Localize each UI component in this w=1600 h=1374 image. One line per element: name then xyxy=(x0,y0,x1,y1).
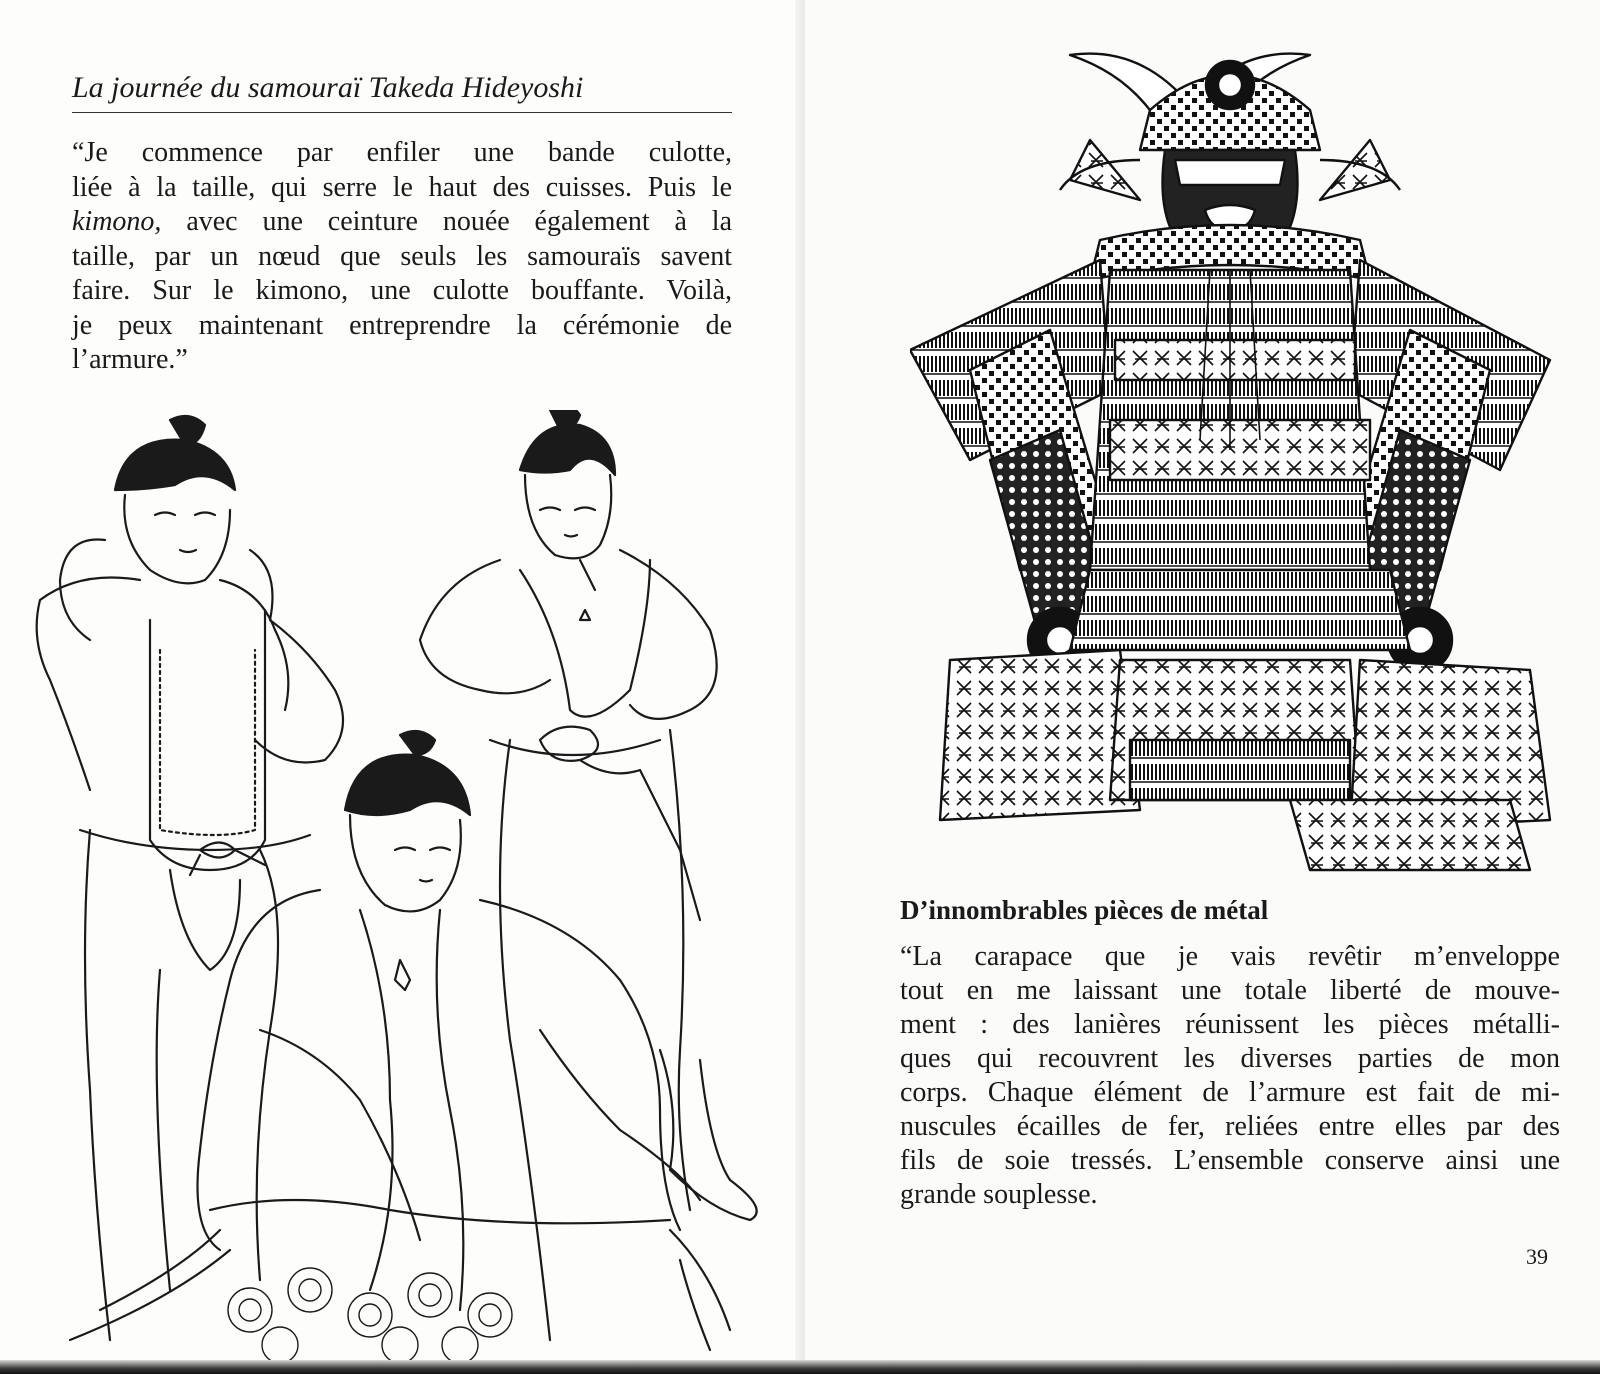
text-line: “La carapace que je vais revêtir m’enveloppe xyxy=(900,941,1560,972)
text-line: grande souplesse. xyxy=(900,1179,1098,1210)
running-head: La journée du samouraï Takeda Hideyoshi xyxy=(72,71,584,104)
samurai-quote-paragraph xyxy=(72,136,732,378)
text-line: tout en me laissant une totale liberté de mouve- xyxy=(900,975,1560,1006)
text-line: taille, par un nœud que seuls les samouraïs savent xyxy=(72,240,732,272)
text-line: corps. Chaque élément de l’armure est fait de mi- xyxy=(900,1077,1560,1108)
figure-hakama xyxy=(70,731,730,1350)
section-subheading: D’innombrables pièces de métal xyxy=(900,895,1269,925)
text-line: nuscules écailles de fer, reliées entre elles par des xyxy=(900,1111,1560,1142)
text-line: ment : des lanières réunissent les pièces métalli- xyxy=(900,1009,1560,1040)
dressing-drawing xyxy=(20,410,800,1360)
text-line: je peux maintenant entreprendre la cérémonie de xyxy=(72,309,732,341)
armor-drawing xyxy=(910,40,1560,880)
header-rule xyxy=(72,112,732,113)
samurai-armor-illustration xyxy=(910,40,1560,880)
text-line: fils de soie tressés. L’ensemble conserve ainsi une xyxy=(900,1145,1560,1176)
text-line: “Je commence par enfiler une bande culotte, xyxy=(72,137,732,168)
italic-word: kimono, xyxy=(72,206,162,237)
text-line: l’armure.” xyxy=(72,344,188,375)
text-line: ques qui recouvrent les diverses parties de mon xyxy=(900,1043,1560,1074)
scan-bottom-edge xyxy=(0,1360,1600,1374)
armor-quote-paragraph xyxy=(900,940,1560,1212)
hakama-pattern xyxy=(228,1268,512,1360)
page-number: 39 xyxy=(1526,1244,1548,1269)
figure-kimono xyxy=(420,410,757,1340)
text-fragment: avec une ceinture nouée également à la xyxy=(161,206,732,237)
text-line: faire. Sur le kimono, une culotte bouffante. Voilà, xyxy=(72,275,732,306)
text-line xyxy=(72,205,732,240)
samurai-dressing-illustration xyxy=(20,410,800,1360)
figure-loincloth xyxy=(37,416,343,1340)
text-line: liée à la taille, qui serre le haut des cuisses. Puis le xyxy=(72,171,732,203)
